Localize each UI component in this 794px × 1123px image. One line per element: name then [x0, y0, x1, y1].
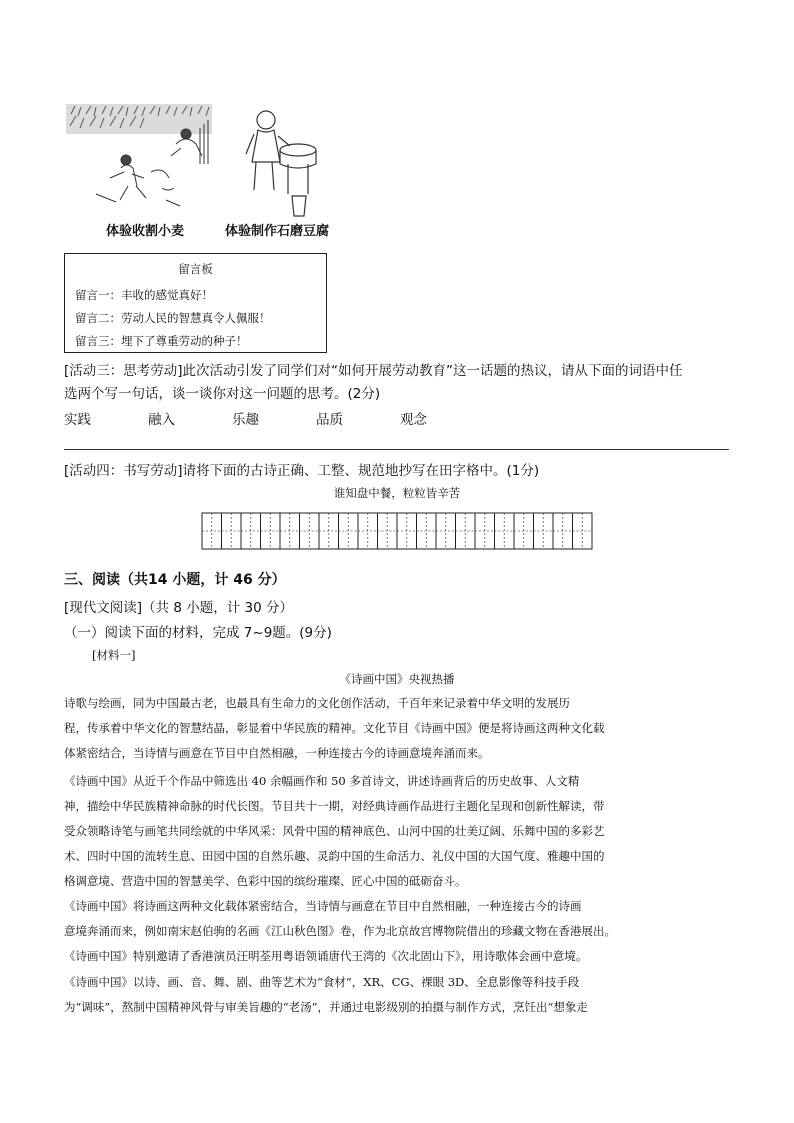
word-option: 融入	[148, 412, 175, 428]
tianzige-cell[interactable]	[553, 513, 573, 549]
paragraph-line: 意境奔涌而来，例如南宋赵伯驹的名画《江山秋色图》卷，作为北京故宫博物院借出的珍藏文物在香港展出。	[64, 924, 616, 938]
tianzige-cell[interactable]	[280, 513, 300, 549]
tianzige-cell[interactable]	[417, 513, 437, 549]
question-intro: （一）阅读下面的材料，完成 7~9题。(9分)	[64, 625, 332, 641]
activity3-prompt-line1: [活动三：思考劳动]此次活动引发了同学们对“如何开展劳动教育”这一话题的热议，请从下面的词语中任	[64, 363, 683, 379]
paragraph-line: 格调意境、营造中国的智慧美学、色彩中国的缤纷璀璨、匠心中国的砥砺奋斗。	[64, 874, 467, 888]
paragraph-line: 术、四时中国的流转生息、田园中国的自然乐趣、灵韵中国的生命活力、礼仪中国的大国气度、雅趣中国的	[64, 849, 605, 863]
tianzige-cell[interactable]	[436, 513, 456, 549]
tianzige-cell[interactable]	[573, 513, 593, 549]
wheat-field-drawing	[66, 104, 212, 206]
illustration	[66, 104, 336, 239]
caption-tofu: 体验制作石磨豆腐	[225, 224, 330, 239]
tianzige-cell[interactable]	[378, 513, 398, 549]
message-line: 留言三：埋下了尊重劳动的种子！	[75, 334, 248, 348]
answer-line[interactable]	[64, 449, 729, 450]
tianzige-cell[interactable]	[495, 513, 515, 549]
tofu-woman-drawing	[246, 111, 316, 216]
tianzige-cell[interactable]	[339, 513, 359, 549]
paragraph-line: 为“调味”，熬制中国精神风骨与审美旨趣的“老汤”，并通过电影级别的拍摄与制作方式，烹饪出“想象走	[64, 1000, 588, 1014]
activity3-prompt-line2: 选两个写一句话，谈一谈你对这一问题的思考。(2分)	[64, 386, 381, 402]
message-board-title: 留言板	[178, 262, 213, 276]
tianzige-cell[interactable]	[514, 513, 534, 549]
section-title: 三、阅读（共14 小题，计 46 分）	[64, 572, 286, 588]
tianzige-cell[interactable]	[222, 513, 242, 549]
paragraph-line: 诗歌与绘画，同为中国最古老，也最具有生命力的文化创作活动，千百年来记录着中华文明的发展历	[64, 696, 570, 710]
message-board	[64, 253, 327, 353]
word-option: 乐趣	[232, 412, 259, 428]
paragraph-line: 《诗画中国》以诗、画、音、舞、剧、曲等艺术为“食材”，XR、CG、裸眼 3D、全息影像等科技手段	[64, 975, 580, 989]
activity4-prompt: [活动四：书写劳动]请将下面的古诗正确、工整、规范地抄写在田字格中。(1分)	[64, 463, 540, 479]
poem-line: 谁知盘中餐，粒粒皆辛苦	[333, 486, 461, 500]
paragraph-line: 程，传承着中华文化的智慧结晶，彰显着中华民族的精神。文化节目《诗画中国》便是将诗画这两种文化载	[64, 721, 605, 735]
paragraph-line: 《诗画中国》特别邀请了香港演员汪明荃用粤语领诵唐代王湾的《次北固山下》，用诗歌体会画中意境。	[64, 949, 588, 963]
caption-harvest: 体验收割小麦	[106, 224, 185, 239]
material-label: [材料一]	[92, 648, 136, 662]
tianzige-cell[interactable]	[300, 513, 320, 549]
tianzige-cell[interactable]	[534, 513, 554, 549]
word-option: 观念	[400, 412, 427, 428]
tianzige-cell[interactable]	[397, 513, 417, 549]
word-option: 品质	[316, 412, 343, 428]
paragraph-line: 神，描绘中华民族精神命脉的时代长图。节目共十一期，对经典诗画作品进行主题化呈现和创新性解读，带	[64, 799, 605, 813]
tianzige-cell[interactable]	[358, 513, 378, 549]
tianzige-cell[interactable]	[319, 513, 339, 549]
message-line: 留言二：劳动人民的智慧真令人佩服！	[75, 311, 271, 325]
paragraph-line: 体紧密结合，当诗情与画意在节目中自然相融，一种连接古今的诗画意境奔涌而来。	[64, 746, 490, 760]
tianzige-cell[interactable]	[202, 513, 222, 549]
tianzige-cell[interactable]	[261, 513, 281, 549]
paragraph-line: 《诗画中国》从近千个作品中筛选出 40 余幅画作和 50 多首诗文，讲述诗画背后的历史故事、人文精	[64, 774, 580, 788]
paragraph-line: 受众领略诗笔与画笔共同绘就的中华风采：风骨中国的精神底色、山河中国的壮美辽阔、乐舞中国的多彩艺	[64, 824, 605, 838]
material-title: 《诗画中国》央视热播	[339, 672, 455, 686]
subsection-title: [现代文阅读]（共 8 小题，计 30 分）	[64, 600, 293, 616]
message-line: 留言一：丰收的感觉真好！	[75, 288, 213, 302]
tianzige-cell[interactable]	[456, 513, 476, 549]
tianzige-grid[interactable]	[201, 512, 601, 550]
tianzige-cell[interactable]	[475, 513, 495, 549]
tianzige-cell[interactable]	[241, 513, 261, 549]
paragraph-line: 《诗画中国》将诗画这两种文化载体紧密结合，当诗情与画意在节目中自然相融，一种连接古今的诗画	[64, 899, 582, 913]
word-option: 实践	[64, 412, 91, 428]
